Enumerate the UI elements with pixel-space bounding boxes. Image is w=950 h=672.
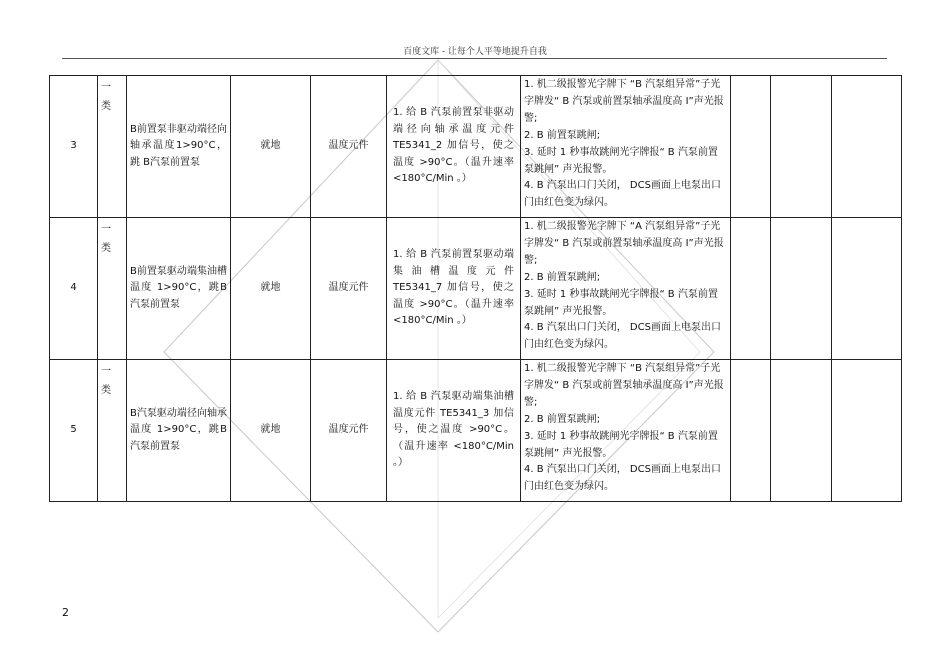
action-item: 4. B 汽泵出口门关闭， DCS画面上电泵出口门由红色变为绿闪。 xyxy=(524,180,721,209)
empty-cell xyxy=(832,360,902,502)
row-location: 就地 xyxy=(231,76,311,218)
action-item: 4. B 汽泵出口门关闭， DCS画面上电泵出口门由红色变为绿闪。 xyxy=(524,464,721,493)
empty-cell xyxy=(731,360,771,502)
action-item: 3. 延时 1 秒事故跳闸光字牌报“ B 汽泵前置泵跳闸” 声光报警。 xyxy=(524,146,718,175)
empty-cell xyxy=(771,360,832,502)
class-char-2: 类 xyxy=(101,385,111,396)
empty-cell xyxy=(832,218,902,360)
test-table xyxy=(49,75,902,502)
row-location: 就地 xyxy=(231,360,311,502)
table-row xyxy=(50,218,902,360)
row-actions xyxy=(521,218,731,360)
table-row xyxy=(50,360,902,502)
row-class xyxy=(98,76,127,218)
class-char-2: 类 xyxy=(101,101,111,112)
row-signal: 1. 给 B 汽泵驱动端集油槽温度元件 TE5341_3 加信号，使之温度 >90°C。（温升速率 <180°C/Min 。） xyxy=(387,360,521,502)
row-class xyxy=(98,360,127,502)
table-row xyxy=(50,76,902,218)
class-char-1: 一 xyxy=(101,82,111,93)
empty-cell xyxy=(731,76,771,218)
action-item: 2. B 前置泵跳闸; xyxy=(524,129,601,141)
action-item: 1. 机二级报警光字牌下 “B 汽泵组异常”子光字牌发“ B 汽泵或前置泵轴承温度高 I”声光报警; xyxy=(524,79,724,124)
row-description: B前置泵驱动端集油槽温度 1>90°C，跳B汽泵前置泵 xyxy=(127,218,231,360)
row-number: 3 xyxy=(50,76,98,218)
action-item: 2. B 前置泵跳闸; xyxy=(524,413,601,425)
empty-cell xyxy=(771,76,832,218)
class-char-1: 一 xyxy=(101,224,111,235)
row-signal: 1. 给 B 汽泵前置泵驱动端集油槽温度元件 TE5341_7 加信号，使之温度 >90°C。（温升速率 <180°C/Min 。） xyxy=(387,218,521,360)
row-description: B前置泵非驱动端径向轴承温度1>90°C，跳 B汽泵前置泵 xyxy=(127,76,231,218)
page-number: 2 xyxy=(62,606,69,619)
page-header xyxy=(0,44,950,57)
empty-cell xyxy=(832,76,902,218)
row-element: 温度元件 xyxy=(311,218,387,360)
class-char-2: 类 xyxy=(101,243,111,254)
action-item: 3. 延时 1 秒事故跳闸光字牌报“ B 汽泵前置泵跳闸” 声光报警。 xyxy=(524,288,718,317)
row-description: B汽泵驱动端径向轴承温度 1>90°C，跳B汽泵前置泵 xyxy=(127,360,231,502)
row-element: 温度元件 xyxy=(311,76,387,218)
row-actions xyxy=(521,76,731,218)
row-element: 温度元件 xyxy=(311,360,387,502)
action-item: 3. 延时 1 秒事故跳闸光字牌报“ B 汽泵前置泵跳闸” 声光报警。 xyxy=(524,430,718,459)
header-title: 百度文库 - 让每个人平等地提升自我 xyxy=(403,47,547,57)
header-divider xyxy=(62,58,887,59)
row-number: 5 xyxy=(50,360,98,502)
row-actions xyxy=(521,360,731,502)
row-class xyxy=(98,218,127,360)
row-signal: 1. 给 B 汽泵前置泵非驱动端径向轴承温度元件 TE5341_2 加信号，使之温度 >90°C。（温升速率 <180°C/Min 。） xyxy=(387,76,521,218)
empty-cell xyxy=(731,218,771,360)
action-item: 2. B 前置泵跳闸; xyxy=(524,271,601,283)
action-item: 1. 机二级报警光字牌下 “A 汽泵组异常”子光字牌发“ B 汽泵或前置泵轴承温度高 I”声光报警; xyxy=(524,221,724,266)
row-number: 4 xyxy=(50,218,98,360)
class-char-1: 一 xyxy=(101,366,111,377)
action-item: 1. 机二级报警光字牌下 “B 汽泵组异常”子光字牌发“ B 汽泵或前置泵轴承温度高 I”声光报警; xyxy=(524,363,724,408)
row-location: 就地 xyxy=(231,218,311,360)
empty-cell xyxy=(771,218,832,360)
action-item: 4. B 汽泵出口门关闭， DCS画面上电泵出口门由红色变为绿闪。 xyxy=(524,322,721,351)
